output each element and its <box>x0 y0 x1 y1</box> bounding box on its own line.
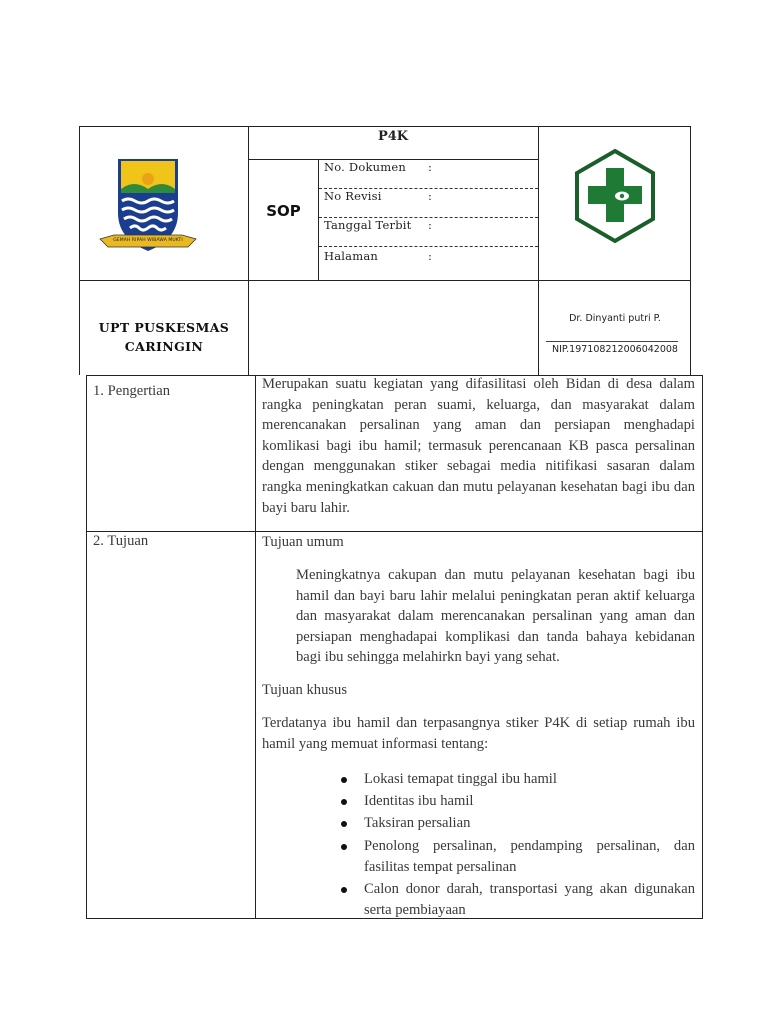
field-colon: : <box>428 218 433 232</box>
tujuan-umum-heading: Tujuan umum <box>262 534 344 550</box>
puskesmas-logo <box>573 148 657 244</box>
tujuan-umum-text: Meningkatnya cakupan dan mutu pelayanan kesehatan bagi ibu hamil dan bayi baru lahir melalui peningkatan peran aktif keluarga dan masyarakat dalam merencanakan persalinan yang aman dan persiapan menghadapai komplikasi dan tanda bahaya kebidanan bagi ibu sehingga melahirkn bayi yang sehat. <box>296 567 695 666</box>
org-name-line1: UPT PUSKESMAS <box>98 320 230 335</box>
field-label: No Revisi <box>324 189 382 203</box>
field-no-dokumen <box>324 160 534 174</box>
document-title: P4K <box>377 129 409 144</box>
emblem-motto: GEMAH RIPAH WIBAWA MUKTI <box>113 238 183 243</box>
org-name <box>80 318 248 356</box>
tujuan-label: 2. Tujuan <box>93 533 149 549</box>
list-item: Calon donor darah, transportasi yang akan digunakan serta pembiayaan <box>336 879 695 921</box>
field-colon: : <box>428 160 433 174</box>
field-label: Halaman <box>324 249 378 263</box>
field-tanggal-terbit <box>324 218 534 232</box>
sop-label: SOP <box>266 202 301 220</box>
tujuan-khusus-heading: Tujuan khusus <box>262 682 348 698</box>
list-item: Lokasi temapat tinggal ibu hamil <box>336 769 695 790</box>
org-name-line2: CARINGIN <box>124 339 204 354</box>
field-halaman <box>324 249 534 263</box>
tujuan-khusus-text: Terdatanya ibu hamil dan terpasangnya stiker P4K di setiap rumah ibu hamil yang memuat informasi tentang: <box>262 715 695 752</box>
list-item: Identitas ibu hamil <box>336 791 695 812</box>
pengertian-text: Merupakan suatu kegiatan yang difasilitasi oleh Bidan di desa dalam rangka peningkatan peran suami, keluarga, dan masyarakat dalam merencanakan persalinan yang aman dan persiapan menghadapi komlikasi bagi ibu hamil; termasuk perencanaan KB pasca persalinan dengan menggunakan stiker sebagai media nitifikasi sasaran dalam rangka meningkatkan cakuan dan mutu pelayanan kesehatan bagi ibu dan bayi baru lahir. <box>262 376 695 516</box>
list-item: Taksiran persalian <box>336 813 695 834</box>
signer-name: Dr. Dinyanti putri P. <box>569 313 661 324</box>
field-no-revisi <box>324 189 534 203</box>
pengertian-label: 1. Pengertian <box>93 383 171 399</box>
field-label: No. Dokumen <box>324 160 406 174</box>
signer-nip: NIP.197108212006042008 <box>552 344 678 355</box>
field-colon: : <box>428 189 433 203</box>
list-item: Penolong persalinan, pendamping persalinan, dan fasilitas tempat persalinan <box>336 836 695 878</box>
field-label: Tanggal Terbit <box>324 218 412 232</box>
field-colon: : <box>428 249 433 263</box>
tujuan-khusus-list <box>336 769 695 922</box>
